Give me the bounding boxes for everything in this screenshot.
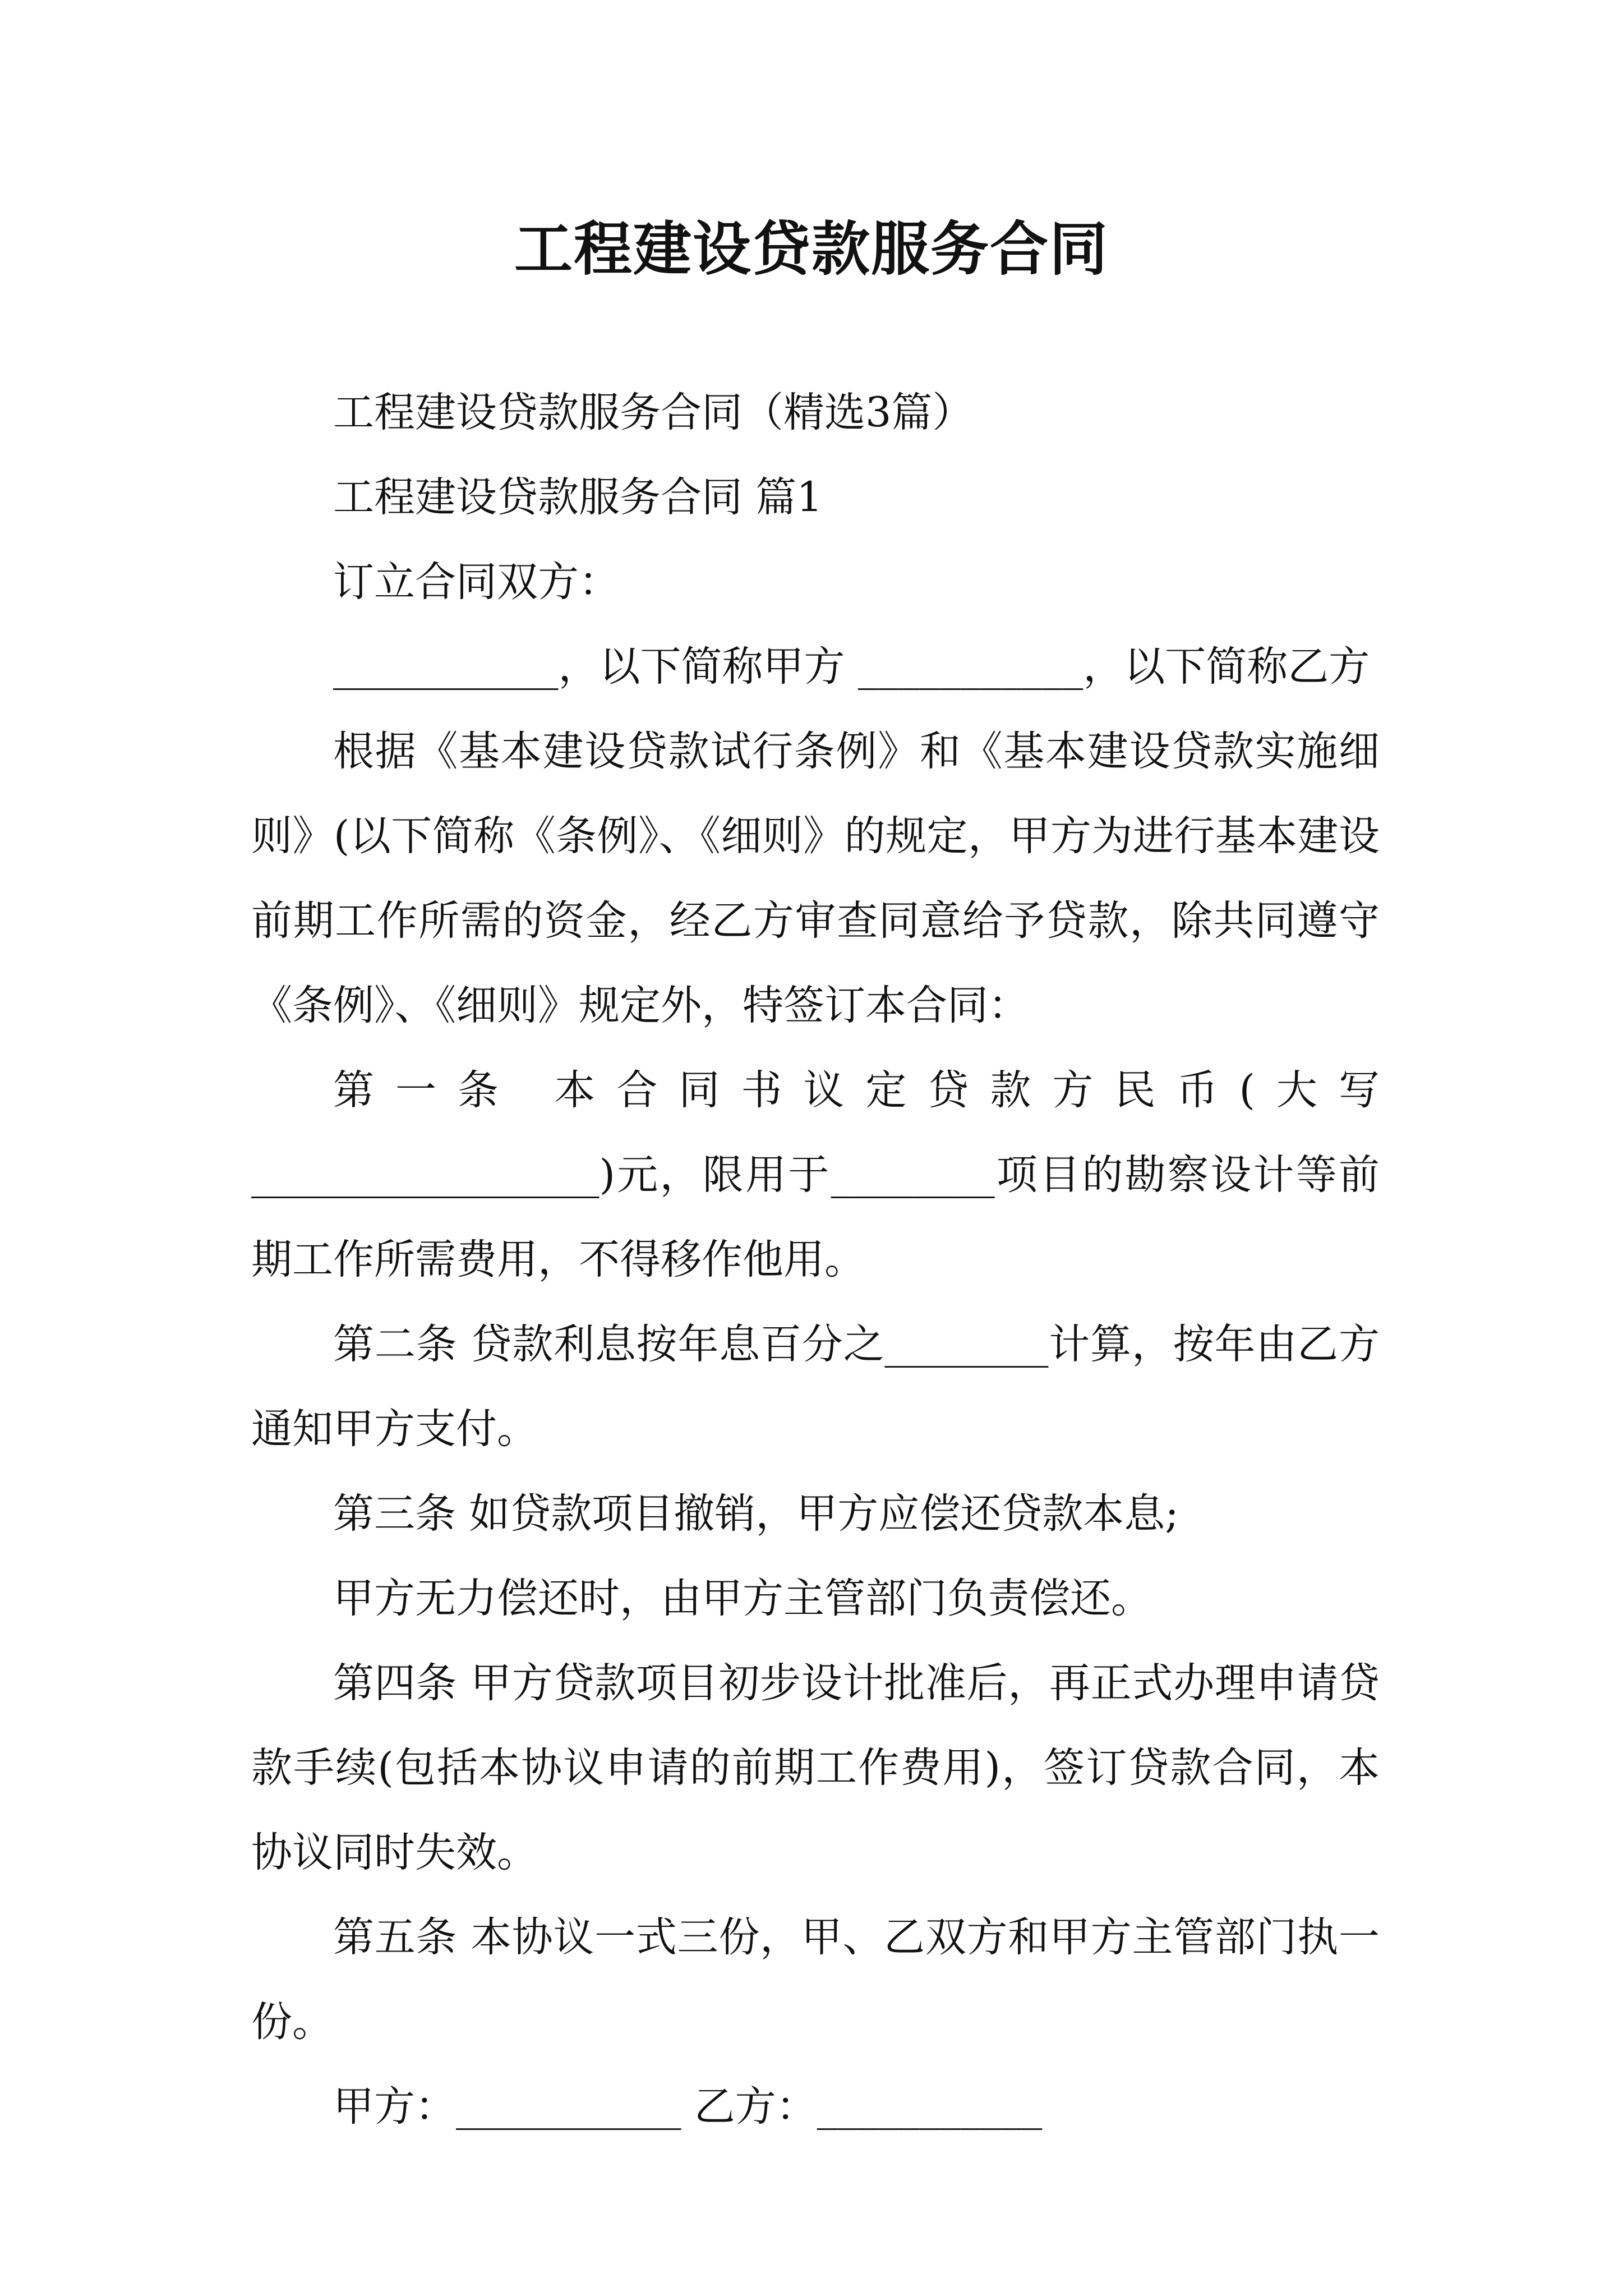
subtitle-paragraph: 工程建设贷款服务合同（精选3篇）: [333, 389, 974, 436]
article-3-continued: 甲方无力偿还时，由甲方主管部门负责偿还。: [333, 1575, 1152, 1622]
document-body: [251, 370, 1380, 2149]
section-heading: 工程建设贷款服务合同 篇1: [333, 473, 823, 521]
article-5: 第五条 本协议一式三份，甲、乙双方和甲方主管部门执一份。: [251, 1913, 1380, 2046]
article-1: 第一条 本合同书议定贷款方民币(大写_________________)元，限用于________项目的勘察设计等前期工作所需费用，不得移作他用。: [251, 1066, 1380, 1283]
parties-heading: 订立合同双方：: [333, 558, 620, 606]
article-2: 第二条 贷款利息按年息百分之________计算，按年由乙方通知甲方支付。: [251, 1320, 1380, 1453]
parties-line: ___________，以下简称甲方 ___________，以下简称乙方: [333, 643, 1370, 691]
document-title: 工程建设贷款服务合同: [514, 214, 1109, 283]
article-3: 第三条 如贷款项目撤销，甲方应偿还贷款本息;: [333, 1490, 1179, 1538]
preamble-paragraph: 根据《基本建设贷款试行条例》和《基本建设贷款实施细则》(以下简称《条例》、《细则》的规定，甲方为进行基本建设前期工作所需的资金，经乙方审查同意给予贷款，除共同遵守《条例》、《细则》规定外，特签订本合同：: [251, 728, 1380, 1029]
signature-line: 甲方：___________ 乙方：___________: [333, 2083, 1043, 2131]
article-4: 第四条 甲方贷款项目初步设计批准后，再正式办理申请贷款手续(包括本协议申请的前期工作费用)，签订贷款合同，本协议同时失效。: [251, 1659, 1380, 1876]
